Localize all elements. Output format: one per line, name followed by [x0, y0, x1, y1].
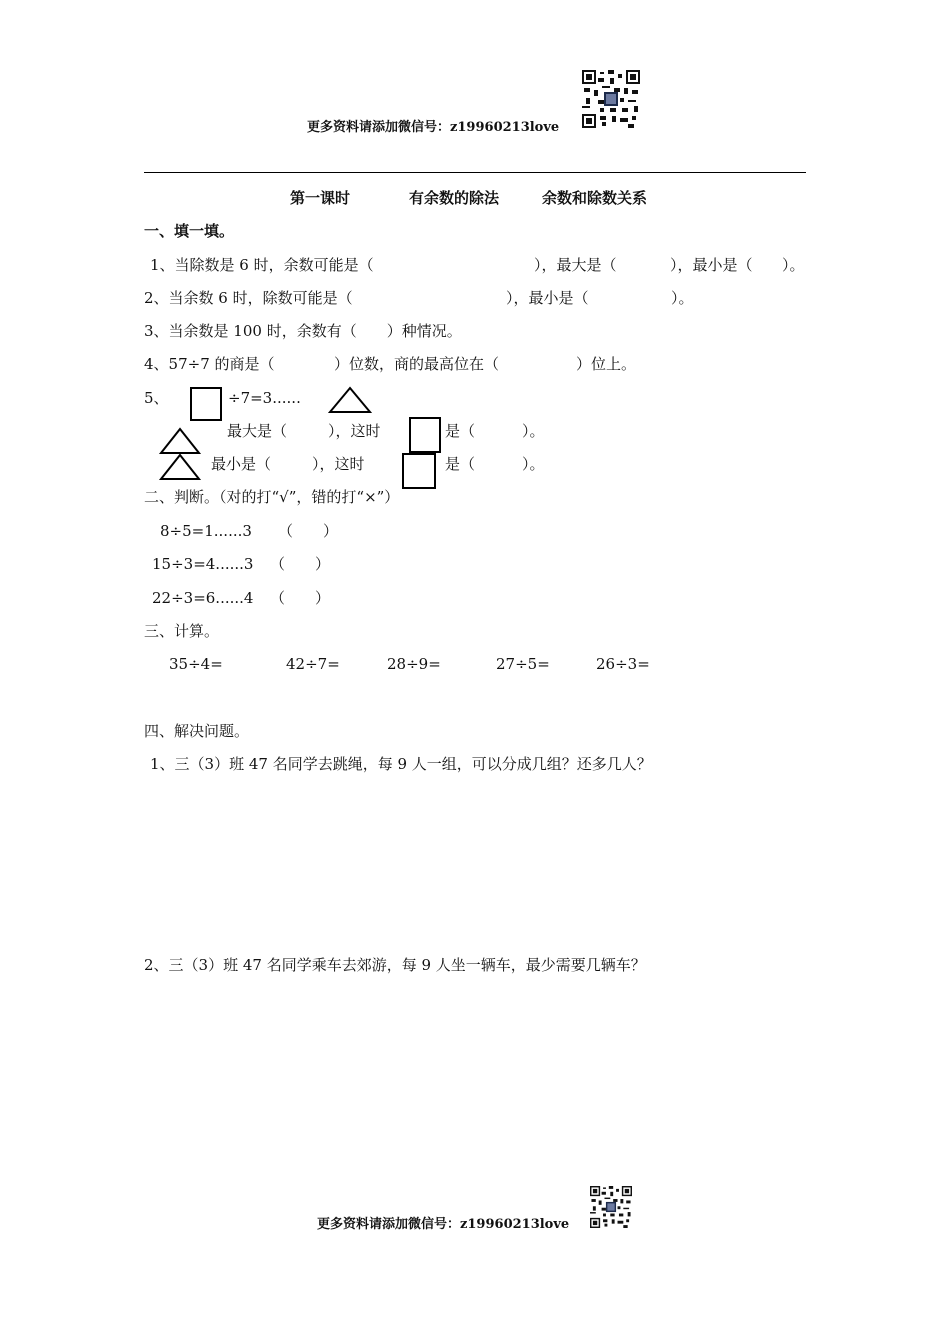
header-contact: 更多资料请添加微信号：z19960213love — [307, 120, 560, 135]
q2-text-b: ），最小是（ — [506, 289, 589, 307]
judge-paren-2: （ ） — [270, 555, 331, 573]
section3-heading: 三、计算。 — [144, 622, 220, 640]
q2-text-a: 2、当余数 6 时，除数可能是（ — [144, 289, 353, 307]
header-divider — [144, 172, 806, 173]
q3-text: 3、当余数是 100 时，余数有（ ）种情况。 — [144, 322, 462, 340]
calc-item-3: 28÷9= — [387, 655, 441, 673]
square-icon — [409, 417, 441, 453]
lesson-title: 第一课时 — [290, 189, 351, 207]
q4-text-c: ）位上。 — [576, 355, 637, 373]
q5-min-a: 最小是（ — [211, 455, 272, 473]
calc-item-1: 35÷4= — [169, 655, 223, 673]
q5-is-b-1: ）。 — [522, 422, 545, 440]
q5-number: 5、 — [144, 389, 169, 407]
calc-item-2: 42÷7= — [286, 655, 340, 673]
calc-item-5: 26÷3= — [596, 655, 650, 673]
q5-min-b: ），这时 — [312, 455, 365, 473]
q2-text-c: ）。 — [671, 289, 694, 307]
q4-text-a: 4、57÷7 的商是（ — [144, 355, 275, 373]
qr-code-icon — [582, 70, 640, 128]
q1-text-d: ）。 — [782, 256, 805, 274]
q5-is-a-1: 是（ — [445, 422, 476, 440]
section2-heading: 二、判断。（对的打“√”，错的打“×”） — [144, 488, 400, 506]
q5-is-a-2: 是（ — [445, 455, 476, 473]
topic-title: 有余数的除法 — [409, 189, 500, 207]
q5-max-a: 最大是（ — [227, 422, 288, 440]
q1-text-b: ），最大是（ — [534, 256, 617, 274]
stacked-triangle-icon — [158, 427, 202, 481]
q1-text-a: 1、当除数是 6 时，余数可能是（ — [150, 256, 374, 274]
square-icon — [190, 387, 222, 421]
q5-is-b-2: ）。 — [522, 455, 545, 473]
judge-expr-1: 8÷5=1......3 — [160, 522, 252, 540]
problem-1: 1、三（3）班 47 名同学去跳绳，每 9 人一组，可以分成几组？还多几人？ — [150, 755, 652, 773]
q1-text-c: ），最小是（ — [670, 256, 753, 274]
section1-heading: 一、填一填。 — [144, 222, 235, 240]
triangle-icon — [328, 386, 372, 414]
judge-expr-2: 15÷3=4......3 — [152, 555, 254, 573]
subtopic-title: 余数和除数关系 — [542, 189, 648, 207]
q4-text-b: ）位数，商的最高位在（ — [334, 355, 500, 373]
judge-paren-3: （ ） — [270, 589, 331, 607]
judge-expr-3: 22÷3=6......4 — [152, 589, 254, 607]
q5-max-b: ），这时 — [328, 422, 381, 440]
calc-item-4: 27÷5= — [496, 655, 550, 673]
judge-paren-1: （ ） — [278, 522, 339, 540]
section4-heading: 四、解决问题。 — [144, 722, 250, 740]
qr-code-icon — [590, 1186, 632, 1228]
q5-expression: ÷7=3...... — [228, 389, 301, 407]
problem-2: 2、三（3）班 47 名同学乘车去郊游，每 9 人坐一辆车，最少需要几辆车？ — [144, 956, 646, 974]
square-icon — [402, 453, 436, 489]
footer-contact: 更多资料请添加微信号：z19960213love — [317, 1217, 570, 1232]
